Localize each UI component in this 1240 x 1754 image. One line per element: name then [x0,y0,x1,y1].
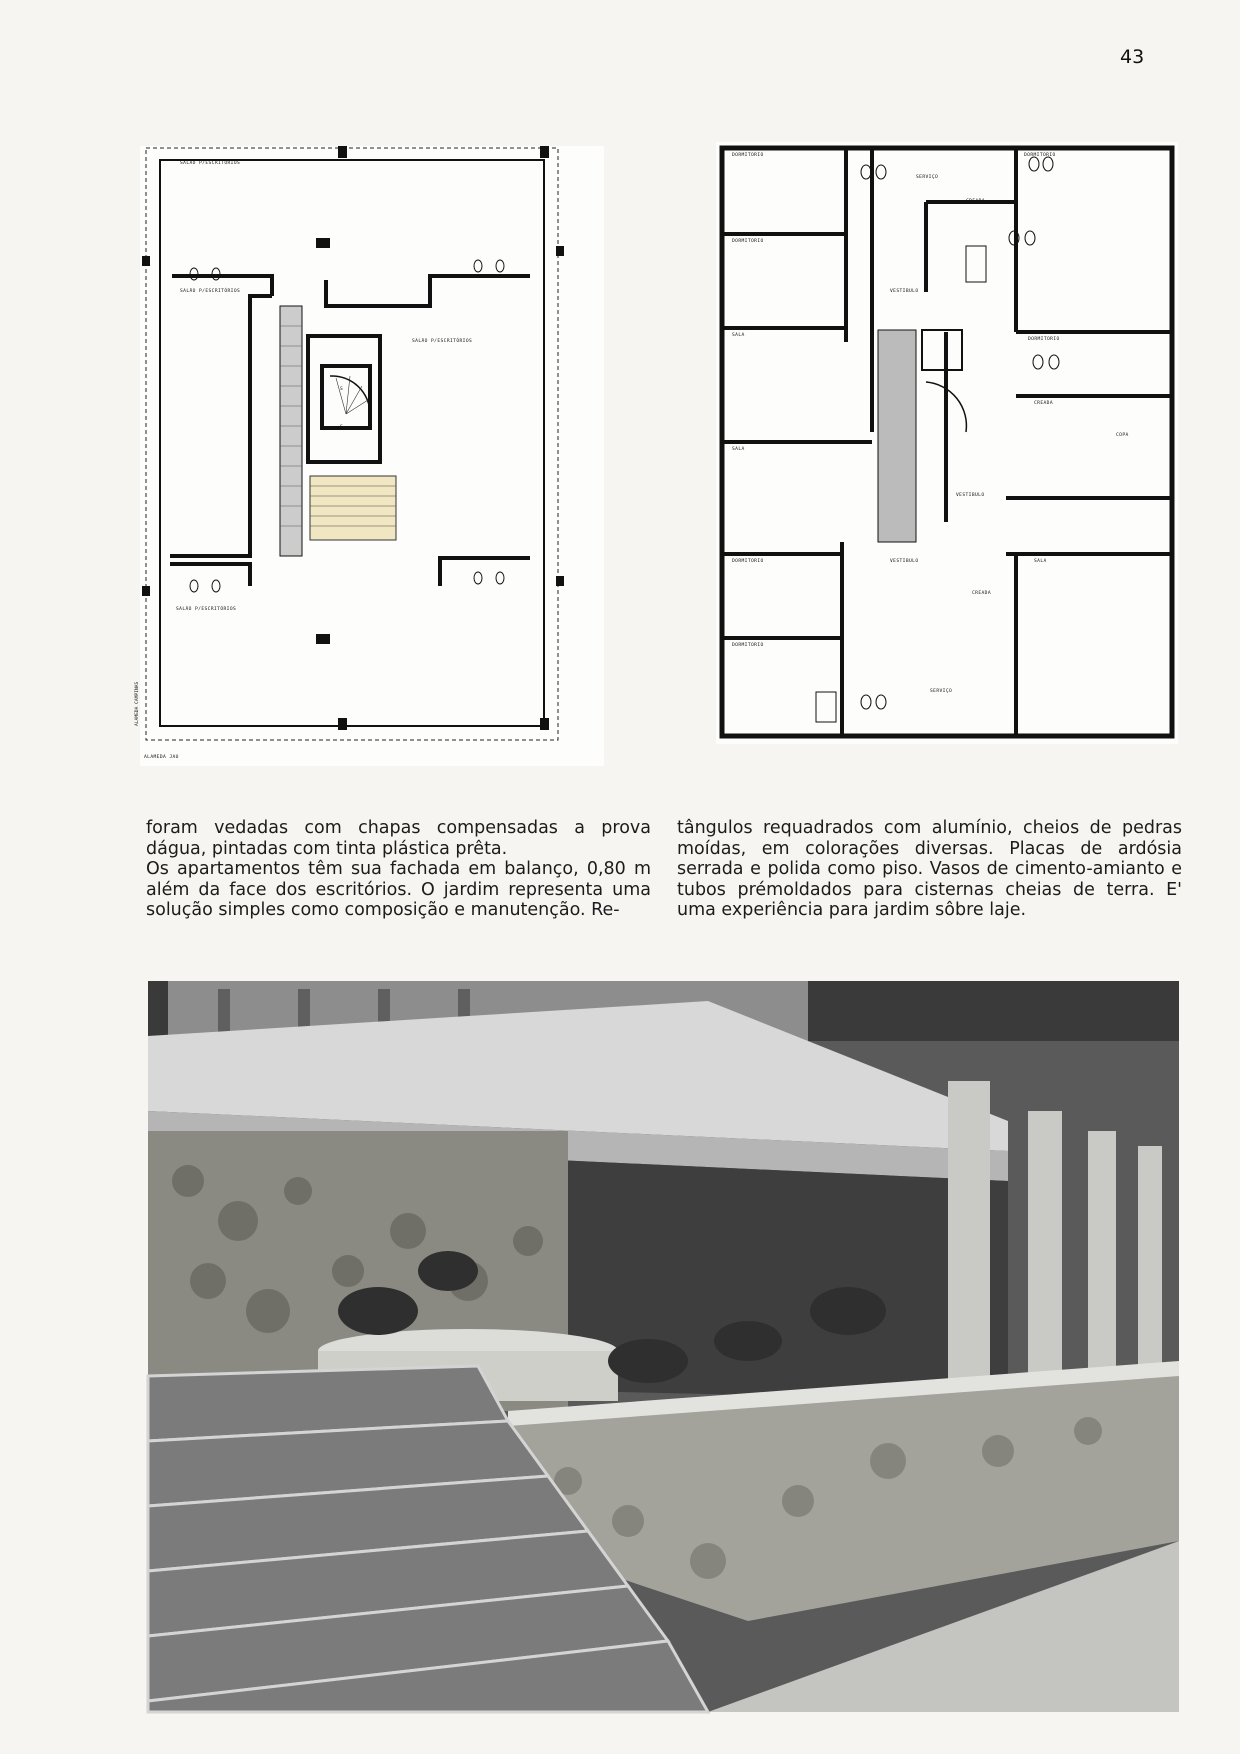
stair-mark: S [340,387,344,392]
room-label-vestibulo: VESTIBULO [890,289,919,294]
room-label-creada: CREADA [972,591,991,596]
room-label-dormitorio: DORMITORIO [732,643,764,648]
room-label-servico: SERVIÇO [916,175,939,180]
room-label-creada: CREADA [966,199,985,204]
room-label-dormitorio: DORMITORIO [1028,337,1060,342]
street-label-bottom: ALAMEDA JAU [144,755,179,760]
stair-mark: S [340,425,344,430]
room-label-dormitorio: DORMITORIO [1024,153,1056,158]
building-entrance-photo [148,981,1179,1712]
office-room-label: SALÃO P/ESCRITÓRIOS [180,161,241,166]
room-label-dormitorio: DORMITORIO [732,153,764,158]
paragraph: tângulos requadrados com alumínio, cheios de pedras moídas, em colorações diversas. Placas de ardósia serrada e polida como piso. Vasos de cimento-amianto e tubos prémoldados para cisternas cheias de terra. E' uma experiência para jardim sôbre laje. [677,818,1182,920]
street-label-side: ALAMEDA CAMPINAS [135,681,140,726]
office-room-label: SALÃO P/ESCRITÓRIOS [180,289,241,294]
room-label-dormitorio: DORMITORIO [732,559,764,564]
room-label-copa: COPA [1116,433,1129,438]
office-floor-plan [135,146,604,766]
body-text-right [677,818,1182,921]
room-label-vestibulo: VESTIBULO [956,493,985,498]
apartment-plan-drawing [716,142,1178,744]
photo-illustration [148,981,1179,1712]
apartment-floor-plan [716,142,1178,744]
body-text-left [146,818,651,921]
office-room-label: SALÃO P/ESCRITÓRIOS [412,339,473,344]
room-label-sala: SALA [732,333,745,338]
office-plan-drawing [135,146,604,766]
paragraph: foram vedadas com chapas compensadas a prova dágua, pintadas com tinta plástica prêta. [146,818,651,859]
room-label-creada: CREADA [1034,401,1053,406]
room-label-dormitorio: DORMITORIO [732,239,764,244]
room-label-vestibulo: VESTIBULO [890,559,919,564]
room-label-servico: SERVIÇO [930,689,953,694]
room-label-sala: SALA [732,447,745,452]
page-number: 43 [1120,46,1145,68]
room-label-sala: SALA [1034,559,1047,564]
office-room-label: SALÃO P/ESCRITÓRIOS [176,607,237,612]
paragraph: Os apartamentos têm sua fachada em balanço, 0,80 m além da face dos escritórios. O jardim representa uma solução simples como composição e manutenção. Re- [146,859,651,920]
